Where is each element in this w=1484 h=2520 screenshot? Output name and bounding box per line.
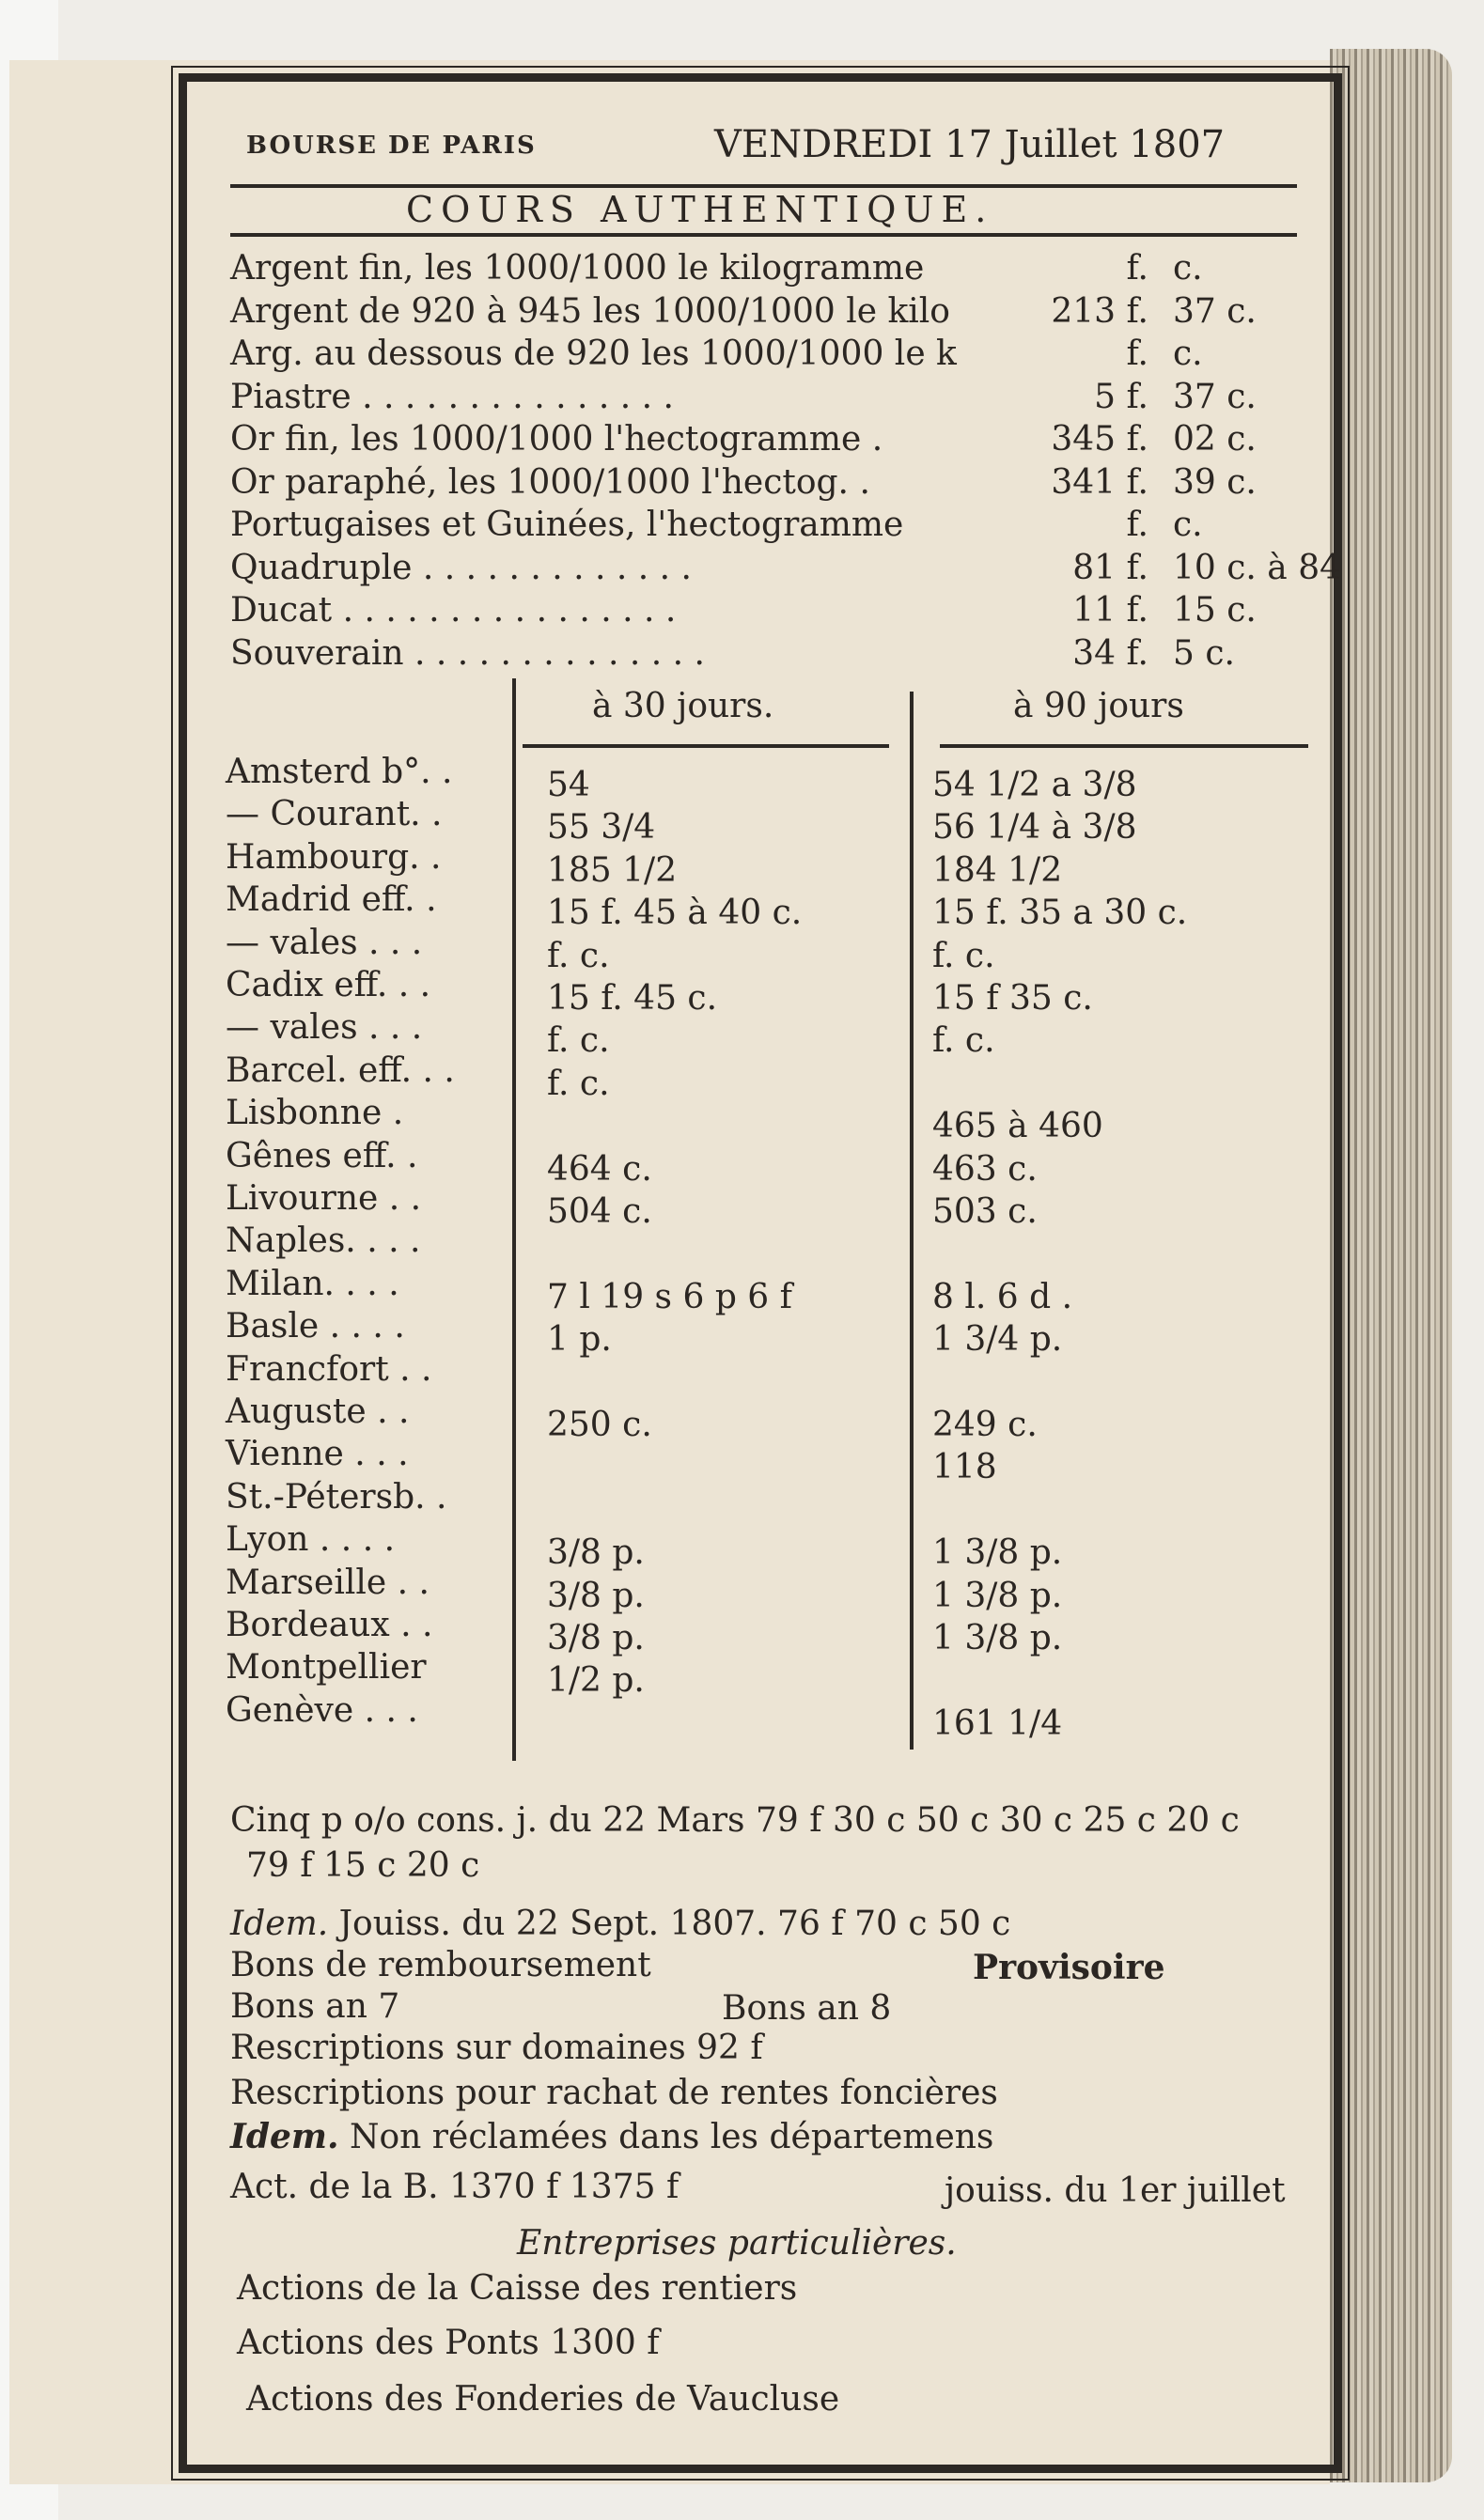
rate-30-jours: f. c. [547, 937, 610, 975]
exchange-place: Basle . . . . [226, 1307, 405, 1346]
metal-cents: 37 c. [1173, 292, 1257, 331]
cinq-pourcent-line2: 79 f 15 c 20 c [246, 1846, 480, 1885]
rule-30 [523, 744, 889, 748]
rate-90-jours: 54 1/2 a 3/8 [932, 766, 1137, 804]
page-edges [1330, 49, 1452, 2482]
actions-caisse: Actions de la Caisse des rentiers [237, 2269, 798, 2308]
rate-30-jours: 15 f. 45 à 40 c. [547, 894, 803, 932]
header-30-jours: à 30 jours. [592, 687, 774, 725]
metal-price: f. [1126, 506, 1148, 544]
exchange-place: Montpellier [226, 1648, 427, 1687]
rate-90-jours: 465 à 460 [932, 1107, 1103, 1145]
rate-90-jours: 118 [932, 1448, 997, 1486]
actions-ponts: Actions des Ponts 1300 f [237, 2324, 660, 2362]
exchange-place: St.-Pétersb. . [226, 1478, 447, 1517]
metal-label: Quadruple . . . . . . . . . . . . . [230, 549, 692, 587]
idem2-text: Non réclamées dans les départemens [350, 2118, 994, 2156]
date-heading: VENDREDI 17 Juillet 1807 [714, 123, 1226, 166]
title-rule [230, 233, 1297, 237]
metal-label: Argent fin, les 1000/1000 le kilogramme [230, 249, 925, 288]
rescriptions-domaines: Rescriptions sur domaines 92 f [230, 2029, 763, 2067]
column-divider-left [512, 678, 516, 1761]
rule-90 [940, 744, 1308, 748]
exchange-place: Genève . . . [226, 1691, 418, 1730]
metal-price: 213 f. [1051, 292, 1148, 331]
exchange-place: Gênes eff. . [226, 1137, 418, 1175]
rate-90-jours: 15 f 35 c. [932, 979, 1093, 1018]
rate-30-jours: 3/8 p. [547, 1577, 645, 1615]
page-title: COURS AUTHENTIQUE. [406, 189, 994, 230]
rate-30-jours: 54 [547, 766, 590, 804]
exchange-place: Amsterd b°. . [226, 753, 453, 791]
rate-30-jours: 464 c. [547, 1150, 652, 1189]
exchange-place: Francfort . . [226, 1350, 432, 1389]
rate-90-jours: 161 1/4 [932, 1704, 1063, 1743]
metal-label: Ducat . . . . . . . . . . . . . . . . [230, 591, 677, 630]
rate-30-jours: f. c. [547, 1065, 610, 1103]
rate-90-jours: 56 1/4 à 3/8 [932, 808, 1137, 847]
metal-cents: 10 c. à 84 [1173, 549, 1342, 587]
exchange-place: Milan. . . . [226, 1265, 399, 1303]
rate-90-jours: f. c. [932, 937, 995, 975]
exchange-place: — Courant. . [226, 795, 443, 833]
metal-price: 341 f. [1051, 463, 1148, 502]
rate-90-jours: 1 3/8 p. [932, 1577, 1063, 1615]
idem-label: Idem. [230, 1905, 329, 1943]
rate-30-jours: f. c. [547, 1021, 610, 1060]
rate-90-jours: 463 c. [932, 1150, 1038, 1189]
rate-30-jours: 7 l 19 s 6 p 6 f [547, 1278, 792, 1316]
metal-price: 34 f. [1072, 634, 1148, 673]
idem2-label: Idem. [230, 2117, 339, 2156]
rate-90-jours: 1 3/8 p. [932, 1619, 1063, 1657]
metal-price: 5 f. [1094, 378, 1148, 416]
metal-price: 345 f. [1051, 420, 1148, 459]
exchange-place: Marseille . . [226, 1563, 430, 1602]
rate-90-jours: 1 3/4 p. [932, 1320, 1063, 1359]
header-90-jours: à 90 jours [1013, 687, 1184, 725]
rate-90-jours: 15 f. 35 a 30 c. [932, 894, 1188, 932]
metal-label: Arg. au dessous de 920 les 1000/1000 le k [230, 334, 957, 373]
rate-30-jours: 55 3/4 [547, 808, 656, 847]
idem-text: Jouiss. du 22 Sept. 1807. 76 f 70 c 50 c [338, 1905, 1011, 1943]
metal-label: Or paraphé, les 1000/1000 l'hectog. . [230, 463, 870, 502]
exchange-place: Livourne . . [226, 1179, 422, 1218]
metal-cents: 5 c. [1173, 634, 1235, 673]
entreprises-heading: Entreprises particulières. [517, 2224, 957, 2263]
rate-30-jours: 504 c. [547, 1192, 652, 1231]
exchange-place: Cadix eff. . . [226, 966, 431, 1004]
jouissance-juillet: jouiss. du 1er juillet [945, 2171, 1286, 2210]
provisoire-label: Provisoire [973, 1948, 1165, 1987]
actions-fonderies: Actions des Fonderies de Vaucluse [246, 2380, 840, 2419]
metal-label: Argent de 920 à 945 les 1000/1000 le kilo [230, 292, 950, 331]
metal-label: Portugaises et Guinées, l'hectogramme [230, 506, 904, 544]
rate-30-jours: 185 1/2 [547, 851, 678, 890]
rate-30-jours: 15 f. 45 c. [547, 979, 718, 1018]
rescriptions-rachat: Rescriptions pour rachat de rentes foncières [230, 2074, 998, 2112]
bons-remboursement: Bons de remboursement [230, 1946, 651, 1984]
rate-30-jours: 1/2 p. [547, 1661, 645, 1700]
metal-cents: 15 c. [1173, 591, 1257, 630]
exchange-place: Barcel. eff. . . [226, 1051, 455, 1090]
exchange-place: Lyon . . . . [226, 1520, 396, 1559]
exchange-place: Auguste . . [226, 1392, 410, 1431]
rate-30-jours: 1 p. [547, 1320, 612, 1359]
exchange-place: Naples. . . . [226, 1221, 421, 1260]
rate-90-jours: 503 c. [932, 1192, 1038, 1231]
header-rule [230, 184, 1297, 188]
metal-cents: 39 c. [1173, 463, 1257, 502]
metal-label: Or fin, les 1000/1000 l'hectogramme . [230, 420, 883, 459]
idem-jouissance [230, 1907, 1010, 1941]
rate-30-jours: 3/8 p. [547, 1619, 645, 1657]
rate-90-jours: 249 c. [932, 1406, 1038, 1444]
rate-90-jours: f. c. [932, 1021, 995, 1060]
bourse-label: BOURSE DE PARIS [246, 132, 537, 160]
actions-banque: Act. de la B. 1370 f 1375 f [230, 2168, 680, 2206]
exchange-place: Madrid eff. . [226, 880, 437, 919]
metal-cents: 37 c. [1173, 378, 1257, 416]
metal-cents: c. [1173, 506, 1203, 544]
metal-cents: c. [1173, 249, 1203, 288]
metal-cents: 02 c. [1173, 420, 1257, 459]
exchange-place: Lisbonne . [226, 1094, 404, 1132]
rate-30-jours: 3/8 p. [547, 1533, 645, 1572]
metal-price: f. [1126, 249, 1148, 288]
metal-price: 81 f. [1072, 549, 1148, 587]
cinq-pourcent-line: Cinq p o/o cons. j. du 22 Mars 79 f 30 c 50 c 30 c 25 c 20 c [230, 1801, 1240, 1840]
metal-label: Souverain . . . . . . . . . . . . . . [230, 634, 705, 673]
exchange-place: — vales . . . [226, 924, 423, 962]
bons-an-8: Bons an 8 [722, 1989, 892, 2028]
idem-non-reclamees [230, 2117, 994, 2156]
exchange-place: Hambourg. . [226, 838, 442, 877]
metal-price: 11 f. [1072, 591, 1148, 630]
rate-90-jours: 8 l. 6 d . [932, 1278, 1073, 1316]
exchange-place: — vales . . . [226, 1008, 423, 1047]
metal-price: f. [1126, 334, 1148, 373]
bons-an-7: Bons an 7 [230, 1987, 400, 2026]
exchange-place: Bordeaux . . [226, 1606, 433, 1644]
rate-90-jours: 1 3/8 p. [932, 1533, 1063, 1572]
metal-label: Piastre . . . . . . . . . . . . . . . [230, 378, 674, 416]
metal-cents: c. [1173, 334, 1203, 373]
rate-90-jours: 184 1/2 [932, 851, 1063, 890]
exchange-place: Vienne . . . [226, 1435, 409, 1473]
column-divider-right [910, 692, 914, 1750]
rate-30-jours: 250 c. [547, 1406, 652, 1444]
